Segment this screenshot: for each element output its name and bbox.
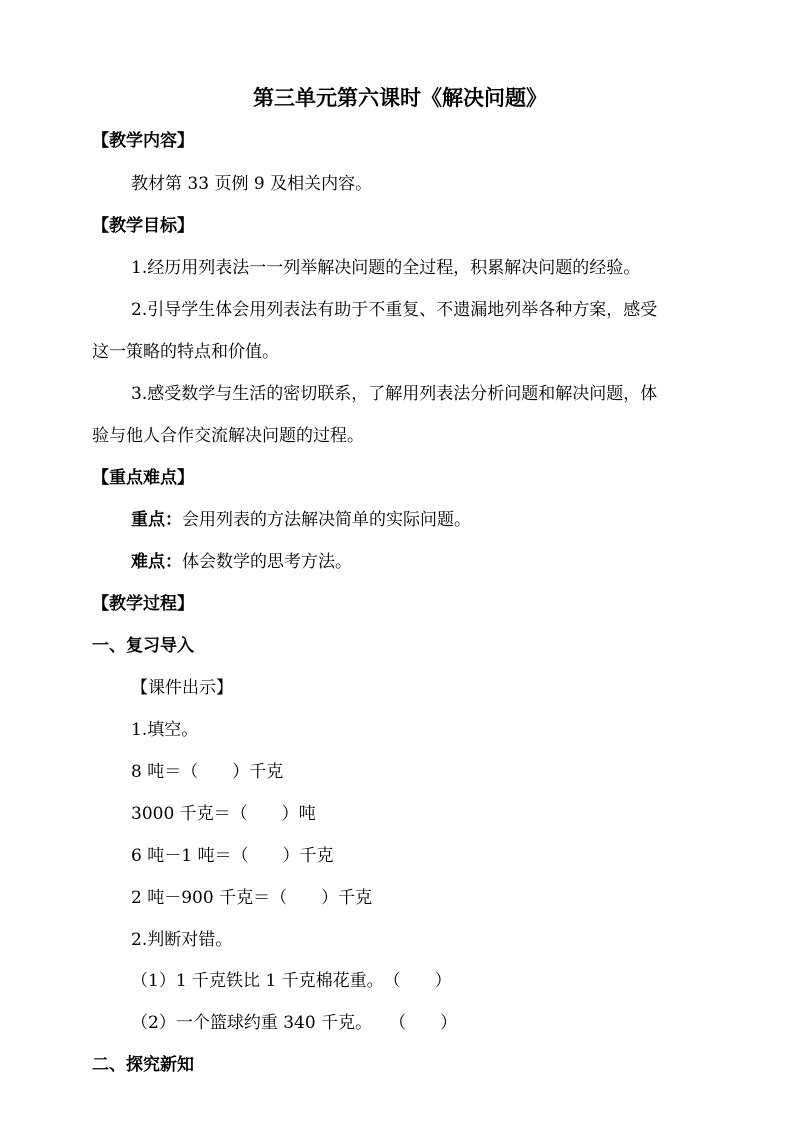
part-2-heading: 二、探究新知 <box>92 1055 194 1075</box>
key-point <box>131 510 471 530</box>
difficult-point <box>131 552 352 572</box>
courseware-label: 【课件出示】 <box>131 678 233 698</box>
question-2a: （1）1 千克铁比 1 千克棉花重。 （ ） <box>131 971 452 991</box>
part-1-heading: 一、复习导入 <box>92 636 194 656</box>
question-1c: 6 吨－1 吨＝（ ）千克 <box>131 846 334 866</box>
difficult-point-label: 难点： <box>131 552 182 572</box>
section-heading-goals: 【教学目标】 <box>92 216 194 236</box>
question-1d: 2 吨－900 千克＝（ ）千克 <box>131 888 373 908</box>
goal-1: 1.经历用列表法一一列举解决问题的全过程，积累解决问题的经验。 <box>131 258 641 278</box>
content-text: 教材第 33 页例 9 及相关内容。 <box>131 174 373 194</box>
goal-2-line-2: 这一策略的特点和价值。 <box>92 342 279 362</box>
key-point-text: 会用列表的方法解决简单的实际问题。 <box>182 510 471 530</box>
question-1a: 8 吨＝（ ）千克 <box>131 762 284 782</box>
goal-2-line-1: 2.引导学生体会用列表法有助于不重复、不遗漏地列举各种方案，感受 <box>131 300 658 320</box>
question-2b: （2）一个篮球约重 340 千克。 （ ） <box>131 1013 458 1033</box>
section-heading-key-points: 【重点难点】 <box>92 468 194 488</box>
section-heading-process: 【教学过程】 <box>92 594 194 614</box>
key-point-label: 重点： <box>131 510 182 530</box>
section-heading-content: 【教学内容】 <box>92 131 194 151</box>
question-1b: 3000 千克＝（ ）吨 <box>131 804 316 824</box>
goal-3-line-2: 验与他人合作交流解决问题的过程。 <box>92 426 364 446</box>
difficult-point-text: 体会数学的思考方法。 <box>182 552 352 572</box>
page-title: 第三单元第六课时《解决问题》 <box>253 85 547 110</box>
goal-3-line-1: 3.感受数学与生活的密切联系，了解用列表法分析问题和解决问题，体 <box>131 384 658 404</box>
question-1: 1.填空。 <box>131 720 199 740</box>
question-2: 2.判断对错。 <box>131 930 233 950</box>
